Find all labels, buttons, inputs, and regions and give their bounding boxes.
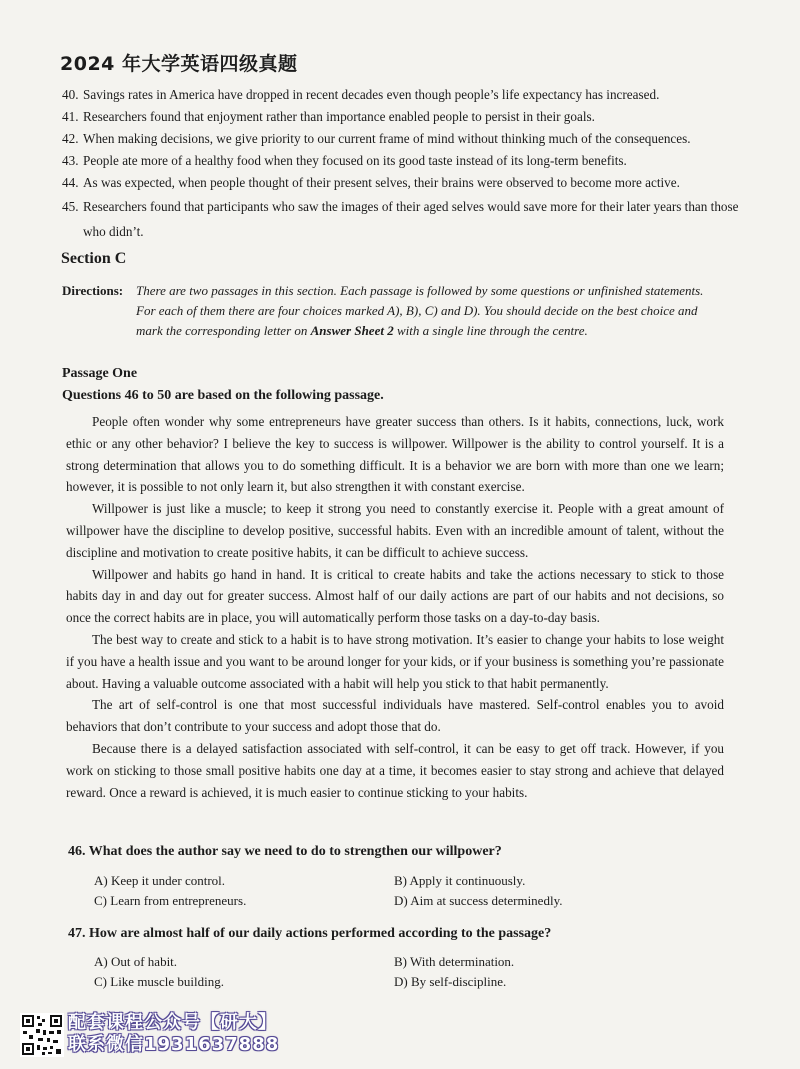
directions-text-after: with a single line through the centre. [393, 323, 588, 338]
question-46-stem: 46. What does the author say we need to do to strengthen our willpower? [68, 844, 502, 859]
statement-text: Researchers found that participants who saw the images of their aged selves would save more for their later years than those who didn’t. [83, 199, 739, 239]
statement-list [62, 84, 742, 244]
statement-number: 45. [62, 199, 79, 214]
statement-text: People ate more of a healthy food when they focused on its good taste instead of its long-term benefits. [83, 153, 627, 168]
statement-text: Savings rates in America have dropped in recent decades even though people’s life expectancy has increased. [83, 87, 660, 102]
option-a: A) Keep it under control. [94, 873, 226, 888]
statement-text: When making decisions, we give priority to our current frame of mind without thinking much of the consequences. [83, 131, 691, 146]
footer-watermark [68, 1012, 279, 1056]
option-b: B) With determination. [394, 954, 515, 969]
statement-item [62, 172, 742, 194]
statement-item [62, 106, 742, 128]
footer-line-2: 联系微信1931637888 [68, 1034, 280, 1055]
option-a: A) Out of habit. [94, 954, 178, 969]
qr-code-icon [20, 1013, 64, 1057]
question-47-stem: 47. How are almost half of our daily actions performed according to the passage? [68, 926, 552, 941]
footer-line-1: 配套课程公众号【研大】 [68, 1012, 277, 1033]
option-c: C) Learn from entrepreneurs. [94, 893, 247, 908]
statement-item [62, 194, 742, 244]
statement-number: 44. [62, 175, 79, 190]
statement-text: Researchers found that enjoyment rather than importance enabled people to persist in their goals. [83, 109, 595, 124]
passage-paragraph: Willpower is just like a muscle; to keep it strong you need to constantly exercise it. People with a great amount of willpower have the discipline to develop positive, successful habits. Even with an incredible amount of talent, without the discipline and motivation to create positive habits, it can be difficult to achieve success. [66, 501, 724, 560]
question-47-options [94, 952, 694, 992]
directions-text-before: There are two passages in this section. Each passage is followed by some questions or unfinished statements. For each of them there are four choices marked A), B), C) and D). You should decide on the best choice and mark the corresponding letter on [136, 283, 704, 338]
page-title: 2024 年大学英语四级真题 [60, 53, 298, 75]
passage-paragraph: The best way to create and stick to a habit is to have strong motivation. It’s easier to change your habits to lose weight if you have a health issue and you want to be around longer for your kids, or if your business is something you’re passionate about. Having a valuable outcome associated with a habit will help you stick to that habit permanently. [66, 631, 724, 691]
question-46-options [94, 871, 694, 911]
statement-item [62, 150, 742, 172]
statement-number: 40. [62, 87, 79, 102]
option-b: B) Apply it continuously. [394, 873, 526, 888]
section-title: Section C [61, 250, 127, 267]
statement-text: As was expected, when people thought of their present selves, their brains were observed to become more active. [83, 175, 680, 190]
statement-number: 43. [62, 153, 79, 168]
passage-paragraph: The art of self-control is one that most successful individuals have mastered. Self-control enables you to avoid behaviors that don’t contribute to your success and adopt those that do. [66, 697, 724, 735]
passage-subtitle: Questions 46 to 50 are based on the following passage. [62, 388, 384, 403]
passage-paragraph: Willpower and habits go hand in hand. It is critical to create habits and take the actions necessary to stick to those habits day in and day out for greater success. Almost half of our daily actions are part of our habits and not decisions, so once the correct habits are in place, you will automatically perform those tasks on a day-to-day basis. [66, 566, 724, 626]
directions-emphasis: Answer Sheet 2 [310, 323, 394, 338]
directions-text [136, 281, 722, 341]
option-d: D) By self-discipline. [394, 974, 507, 989]
option-c: C) Like muscle building. [94, 974, 224, 989]
passage-title: Passage One [62, 366, 138, 381]
passage-body [66, 411, 724, 803]
passage-paragraph: People often wonder why some entrepreneurs have greater success than others. Is it habits, connections, luck, work ethic or any other behavior? I believe the key to success is willpower. Willpower is the ability to control yourself. It is a strong determination that allows you to do something difficult. It is a behavior we are born with more than one we learn; however, it is possible to not only learn it, but also strengthen it with constant exercise. [66, 414, 724, 495]
passage-paragraph: Because there is a delayed satisfaction associated with self-control, it can be easy to get off track. However, if you work on sticking to those small positive habits one day at a time, it becomes easier to stay strong and achieve that delayed reward. Once a reward is achieved, it is much easier to continue sticking to your habits. [66, 740, 724, 800]
statement-item [62, 84, 742, 106]
statement-number: 42. [62, 131, 79, 146]
option-d: D) Aim at success determinedly. [394, 893, 563, 908]
statement-item [62, 128, 742, 150]
directions-label: Directions: [62, 283, 124, 298]
statement-number: 41. [62, 109, 79, 124]
directions [62, 281, 722, 341]
